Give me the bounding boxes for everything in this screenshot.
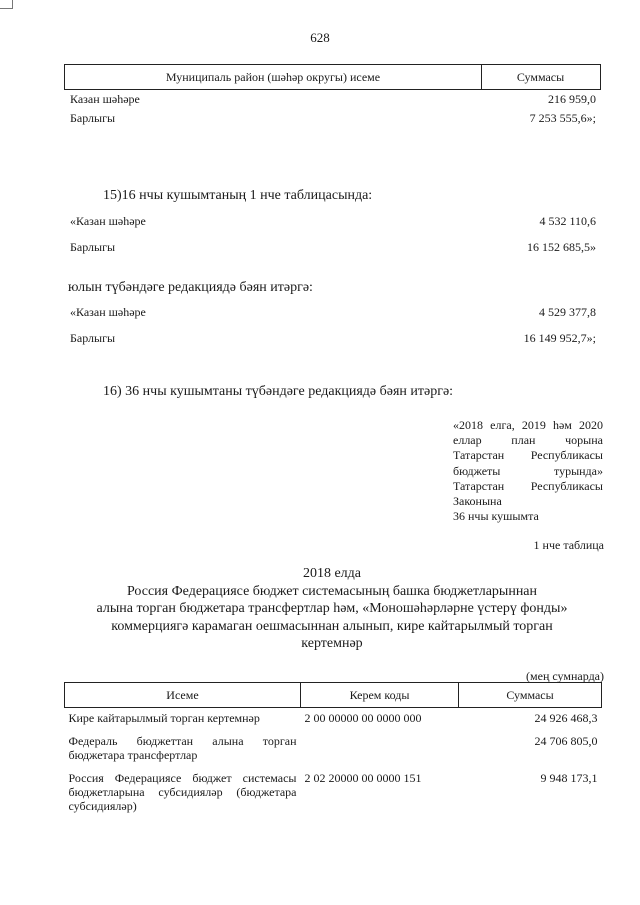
header-district-name: Муниципаль район (шәһәр округы) исеме [165, 70, 381, 84]
title-line: коммерциягә карамаган оешмасыннан алынып, кире кайтарылмый торган [111, 618, 553, 634]
list-item-value: 16 152 685,5» [527, 240, 596, 254]
units-label: (мең сумнарда) [526, 669, 604, 683]
title-line: кертемнәр [301, 636, 363, 651]
reference-line [453, 464, 603, 479]
row-name: Кире кайтарылмый торган кертемнәр [68, 711, 260, 725]
header-name: Исеме [65, 683, 301, 708]
reference-word: елга, [490, 418, 515, 432]
appendix-reference [453, 418, 603, 524]
row-sum: 24 926 468,3 [534, 711, 598, 725]
reference-word: бюджеты [453, 463, 501, 478]
reference-word: Республикасы [530, 478, 603, 493]
sub-heading: юлын түбәндәге редакциядә бәян итәргә: [68, 280, 313, 295]
reference-word: «2018 [453, 418, 483, 432]
page-number: 628 [310, 30, 330, 45]
table-row-value: 7 253 555,6»; [529, 111, 596, 125]
table-row-value: 216 959,0 [548, 92, 596, 106]
item-15-heading: 15)16 нчы кушымтаның 1 нче таблицасында: [103, 188, 373, 203]
reference-word: чорына [565, 433, 603, 448]
document-title [60, 565, 604, 653]
table-row [65, 768, 602, 819]
list-item-name: Барлыгы [70, 331, 116, 345]
reference-line [453, 433, 603, 448]
reference-line [453, 418, 603, 433]
reference-word: 2019 [521, 418, 546, 432]
reference-line [453, 448, 603, 463]
row-sum: 9 948 173,1 [540, 771, 598, 785]
header-amount: Суммасы [516, 70, 565, 84]
municipal-table-header [64, 64, 601, 90]
table-row-name: Казан шәһәре [70, 92, 140, 106]
row-name: Федераль бюджеттан алына торган бюджетара трансфертлар [68, 734, 297, 762]
reference-line: 36 нчы кушымта [453, 509, 539, 524]
table-row [65, 708, 602, 732]
reference-word: һәм [552, 418, 572, 432]
reference-line [453, 479, 603, 494]
reference-line: Законына [453, 494, 502, 509]
list-item-name: Барлыгы [70, 240, 116, 254]
row-code: 2 02 20000 00 0000 151 [304, 771, 422, 785]
reference-word: еллар [453, 433, 482, 448]
table-row-name: Барлыгы [70, 111, 116, 125]
reference-word: Татарстан [453, 448, 505, 463]
list-item-name: «Казан шәһәре [70, 214, 146, 228]
revenue-table [64, 682, 602, 819]
table-row [65, 731, 602, 768]
item-16-heading: 16) 36 нчы кушымтаны түбәндәге редакциядә бәян итәргә: [103, 384, 454, 399]
list-item-value: 16 149 952,7»; [523, 331, 596, 345]
list-item-value: 4 532 110,6 [539, 214, 596, 228]
reference-word: турында» [553, 463, 603, 478]
reference-word: 2020 [578, 418, 603, 432]
list-item-value: 4 529 377,8 [539, 305, 596, 319]
header-code: Керем коды [301, 683, 459, 708]
header-sum: Суммасы [459, 683, 602, 708]
row-code [301, 731, 459, 768]
list-item-name: «Казан шәһәре [70, 305, 146, 319]
row-code: 2 00 00000 00 0000 000 [304, 711, 422, 725]
row-name: Россия Федерациясе бюджет системасы бюджетларына субсидияләр (бюджетара субсидияләр) [68, 771, 297, 813]
reference-word: Республикасы [530, 448, 603, 463]
title-line: алына торган бюджетара трансфертлар һәм, «Моношәһәрләрне үстерү фонды» [96, 601, 568, 616]
title-year: 2018 елда [302, 566, 362, 581]
row-sum: 24 706 805,0 [534, 734, 598, 748]
reference-word: план [511, 433, 536, 448]
reference-word: Татарстан [453, 478, 505, 493]
title-line: Россия Федерациясе бюджет системасының башка бюджетларыннан [126, 583, 538, 599]
table-header-row [65, 683, 602, 708]
corner-mark [0, 0, 13, 9]
table-label: 1 нче таблица [533, 538, 604, 552]
